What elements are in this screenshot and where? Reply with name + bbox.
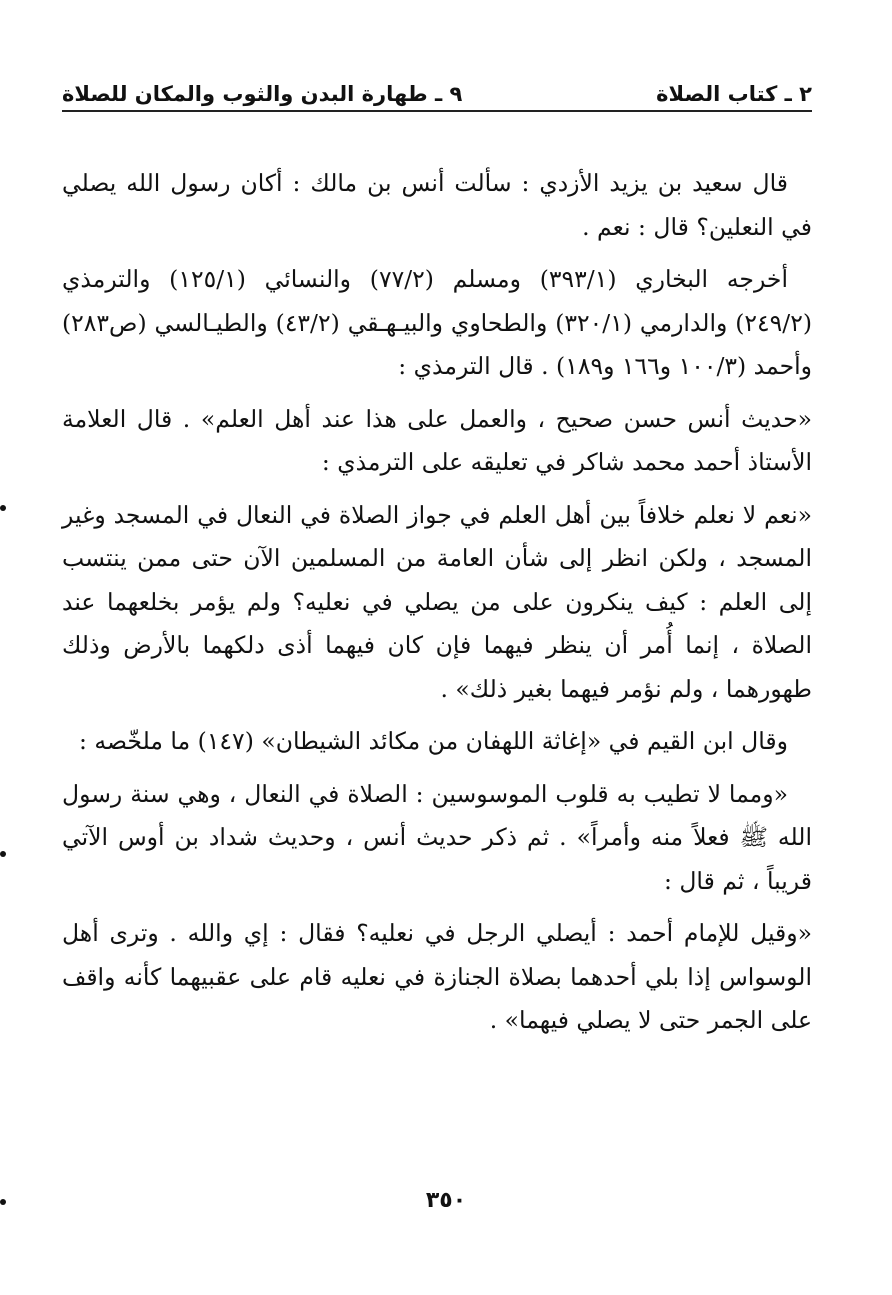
margin-mark <box>0 851 6 857</box>
paragraph-takhrij: أخرجه البخاري (٣٩٣/١) ومسلم (٧٧/٢) والنسائي (١٢٥/١) والترمذي (٢٤٩/٢) والدارمي (٣٢٠/١) والطحاوي والبيـهـقي (٤٣/٢) والطيـالسي (ص٢٨٣) وأحمد (١٠٠/٣ و١٦٦ و١٨٩) . قال الترمذي : <box>62 265 812 380</box>
paragraph-hadith: قال سعيد بن يزيد الأزدي : سألت أنس بن مالك : أكان رسول الله يصلي في النعلين؟ قال : نعم . <box>62 169 812 241</box>
page-number: ٣٥٠ <box>425 1188 467 1213</box>
running-header <box>62 66 812 106</box>
margin-mark <box>0 505 6 511</box>
paragraph-shakir-quote: «نعم لا نعلم خلافاً بين أهل العلم في جواز الصلاة في النعال في المسجد وغير المسجد ، ولكن انظر إلى شأن العامة من المسلمين الآن حتى ممن ينتسب إلى العلم : كيف ينكرون على من يصلي في نعليه؟ ولم يؤمر بخلعهما عند الصلاة ، إنما أُمر أن ينظر فيهما فإن كان فيهما أذى دلكهما بالأرض وذلك طهورهما ، ولم نؤمر فيهما بغير ذلك» . <box>62 500 812 703</box>
section-title: ٩ ـ طهارة البدن والثوب والمكان للصلاة <box>62 82 463 106</box>
paragraph-tirmidhi-quote: «حديث أنس حسن صحيح ، والعمل على هذا عند أهل العلم» . قال العلامة الأستاذ أحمد محمد شاكر في تعليقه على الترمذي : <box>62 404 812 476</box>
paragraph-ibn-qayyim: وقال ابن القيم في «إغاثة اللهفان من مكائد الشيطان» (١٤٧) ما ملخّصه : <box>79 727 788 755</box>
margin-mark <box>0 1199 6 1205</box>
chapter-title: ٢ ـ كتاب الصلاة <box>656 82 812 106</box>
paragraph-ighatha-quote: «ومما لا تطيب به قلوب الموسوسين : الصلاة في النعال ، وهي سنة رسول الله ﷺ فعلاً منه وأمراً» . ثم ذكر حديث أنس ، وحديث شداد بن أوس الآتي قريباً ، ثم قال : <box>62 779 812 895</box>
main-text <box>62 162 812 1052</box>
paragraph-ahmad-quote: «وقيل للإمام أحمد : أيصلي الرجل في نعليه؟ فقال : إي والله . وترى أهل الوسواس إذا بلي أحدهما بصلاة الجنازة في نعليه قام على عقبيهما كأنه واقف على الجمر حتى لا يصلي فيهما» . <box>62 919 812 1034</box>
header-divider <box>62 110 812 112</box>
